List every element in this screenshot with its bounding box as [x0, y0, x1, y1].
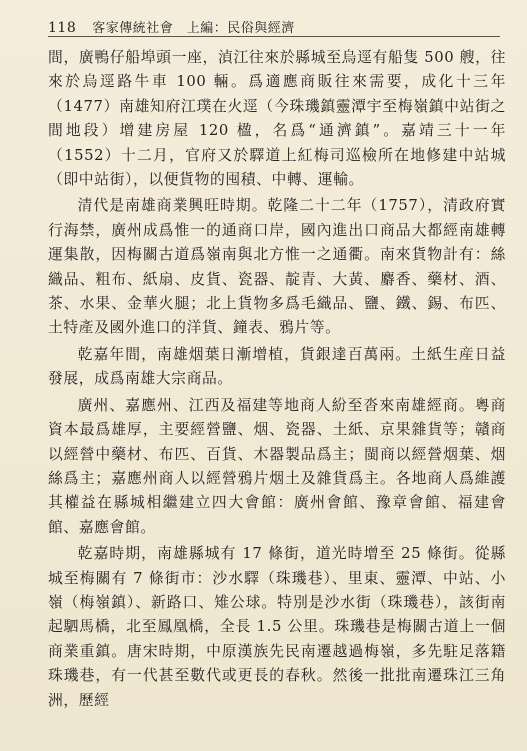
running-title: 客家傳統社會 上編：民俗與經濟 — [92, 21, 295, 36]
page-number: 118 — [48, 20, 77, 36]
paragraph-3: 乾嘉年間，南雄烟葉日漸增植，貨銀達百萬兩。土紙生産日益發展，成爲南雄大宗商品。 — [48, 345, 506, 388]
page-header — [48, 12, 500, 37]
paragraph-4: 廣州、嘉應州、江西及福建等地商人紛至沓來南雄經商。粵商資本最爲雄厚，主要經營鹽、烟、瓷器、土紙、京果雜貨等；贛商以經營中藥材、布匹、百貨、木器製品爲主；閩商以經營烟葉、烟絲爲主；嘉應州商人以經營鴉片烟土及雜貨爲主。各地商人爲維護其權益在縣城相繼建立四大會館：廣州會館、豫章會館、福建會館、嘉應會館。 — [48, 396, 506, 536]
paragraph-2: 清代是南雄商業興旺時期。乾隆二十二年（1757），清政府實行海禁，廣州成爲惟一的通商口岸，國內進出口商品大都經南雄轉運集散，因梅關古道爲嶺南與北方惟一之通衢。南來貨物計有：絲織品、粗布、紙扇、皮貨、瓷器、靛青、大黃、麝香、藥材、酒、茶、水果、金華火腿；北上貨物多爲毛織品、鹽、鐵、錫、布匹、土特產及國外進口的洋貨、鐘表、鴉片等。 — [48, 197, 506, 337]
page-content — [48, 46, 506, 713]
paragraph-5: 乾嘉時期，南雄縣城有 17 條街，道光時增至 25 條街。從縣城至梅關有 7 條街市：沙水驛（珠璣巷）、里東、靈潭、中站、小嶺（梅嶺鎮）、新路口、雉公球。特別是沙水街（珠璣巷），該街南起駟馬橋，北至鳳凰橋，全長 1.5 公里。珠璣巷是梅關古道上一個商業重鎮。唐宋時期，中原漢族先民南遷越過梅嶺，多先駐足落籍珠璣巷，有一代甚至數代或更長的春秋。然後一批批南遷珠江三角洲，歷經 — [48, 545, 506, 709]
paragraph-1: 間，廣鴨仔船埠頭一座，湞江往來於縣城至烏逕有船隻 500 艘，往來於烏逕路牛車 100 輛。爲適應商販往來需要，成化十三年（1477）南雄知府江璞在火逕（今珠璣鎮靈潭宇至梅嶺鎮中站街之間地段）增建房屋 120 楹，名爲“通濟鎮”。嘉靖三十一年（1552）十二月，官府又於驛道上紅梅司巡檢所在地修建中站城（即中站街），以便貨物的囤積、中轉、運輸。 — [48, 49, 506, 189]
